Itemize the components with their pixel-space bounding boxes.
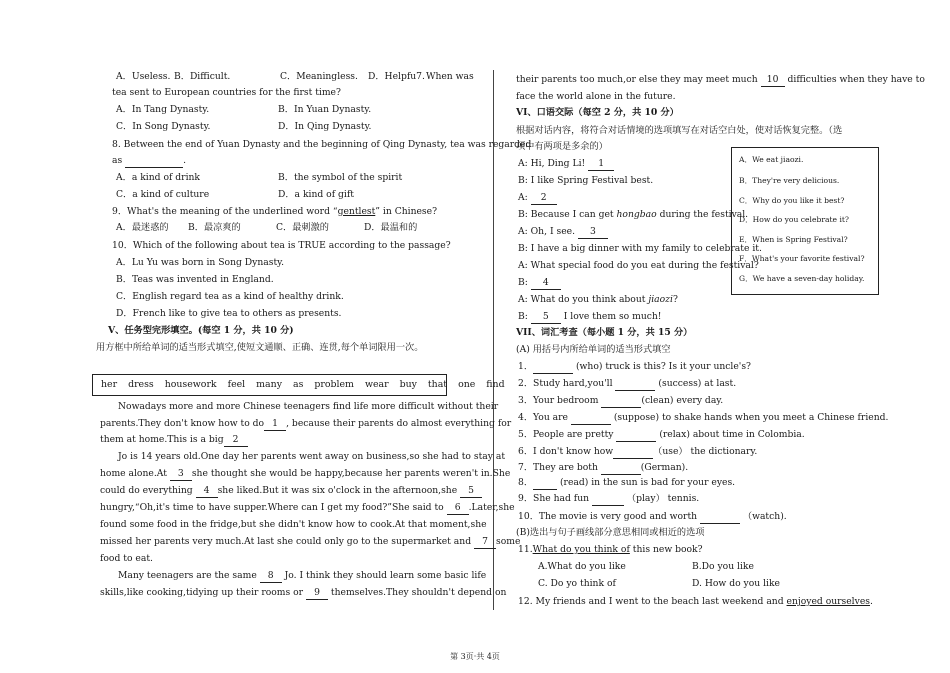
q9-stem: 9．What's the meaning of the underlined word “gentlest” in Chinese?	[112, 206, 438, 217]
dialog-option: D．How do you celebrate it?	[739, 215, 850, 224]
q9-option-c: C．最刺激的	[276, 222, 329, 233]
dialog-option: C．Why do you like it best?	[739, 196, 845, 205]
vocab-item: 8． (read) in the sun is bad for your eyes.	[518, 477, 736, 488]
dialog-option: E．When is Spring Festival?	[739, 235, 848, 244]
q8-option-c: C．a kind of culture	[116, 189, 210, 200]
passage-blank[interactable]: 1	[264, 418, 286, 431]
q10-option-c: C．English regard tea as a kind of healthy drink.	[116, 291, 344, 302]
vocab-blank[interactable]	[616, 429, 656, 442]
dialog-options-box	[731, 147, 879, 295]
passage-blank[interactable]: 3	[170, 468, 192, 481]
q10-option-d: D．French like to give tea to others as presents.	[116, 308, 342, 319]
vocab-item: 2．Study hard,you'll (success) at last.	[518, 378, 737, 389]
page-footer: 第 3页·共 4页	[450, 652, 500, 661]
section-6-instructions: 根据对话内容，将符合对话情境的选项填写在对话空白处，使对话恢复完整。（选	[516, 125, 843, 136]
passage-blank[interactable]: 8	[260, 570, 282, 583]
dialog-option: B．They're very delicious.	[739, 176, 840, 185]
vocab-item: 10．The movie is very good and worth （watch).	[518, 511, 787, 522]
word-box-item: housework	[164, 379, 217, 390]
word-box-item: that	[427, 379, 448, 390]
dialog-line: A: Oh, I see. 3	[518, 226, 608, 239]
word-box-item: feel	[227, 379, 246, 390]
q7-option-a: A．In Tang Dynasty.	[116, 104, 210, 115]
passage-blank[interactable]: 7	[474, 536, 496, 549]
dialog-blank[interactable]: 5	[531, 311, 561, 324]
word-box-item: many	[256, 379, 282, 390]
dialog-line: A: What do you think about jiaozi?	[518, 294, 678, 305]
vocab-blank[interactable]	[533, 477, 557, 490]
q8-stem-b: as .	[112, 155, 187, 166]
passage-blank[interactable]: 2	[224, 434, 248, 447]
dialog-line: B: Because I can get hongbao during the festival.	[518, 209, 749, 220]
q9-option-b: B．最凉爽的	[188, 222, 241, 233]
vocab-blank[interactable]	[615, 378, 655, 391]
word-box-item: dress	[128, 379, 154, 390]
dialog-blank[interactable]: 3	[578, 226, 608, 239]
section-6-title: VI、口语交际（每空 2 分，共 10 分）	[516, 107, 679, 118]
vocab-blank[interactable]	[533, 361, 573, 374]
dialog-line: B: I have a big dinner with my family to celebrate it.	[518, 243, 762, 254]
vocab-blank[interactable]	[601, 462, 641, 475]
dialog-option: A．We eat jiaozi.	[739, 155, 804, 164]
section-7a-instructions: (A) 用括号内所给单词的适当形式填空	[516, 344, 671, 355]
q7-stem: tea sent to European countries for the first time?	[112, 87, 341, 98]
q11-option-c: C. Do yo think of	[538, 578, 616, 589]
vocab-blank[interactable]	[592, 493, 624, 506]
q8-blank[interactable]	[125, 155, 183, 168]
passage-blank[interactable]: 10	[761, 74, 785, 87]
q11-option-d: D. How do you like	[692, 578, 780, 589]
q11-option-b: B.Do you like	[692, 561, 754, 572]
vocab-item: 4．You are (suppose) to shake hands when you meet a Chinese friend.	[518, 412, 889, 423]
q10-option-b: B．Teas was invented in England.	[116, 274, 274, 285]
word-box-item: as	[292, 379, 304, 390]
q8-stem: 8. Between the end of Yuan Dynasty and the beginning of Qing Dynasty, tea was regarded	[112, 139, 532, 150]
dialog-line: B: 5 I love them so much!	[518, 311, 662, 322]
underlined-word: gentlest	[337, 206, 376, 217]
word-box-item: problem	[314, 379, 354, 390]
vocab-item: 5．People are pretty (relax) about time in Colombia.	[518, 429, 805, 440]
q8-option-d: D．a kind of gift	[278, 189, 354, 200]
dialog-line: B: I like Spring Festival best.	[518, 175, 654, 186]
vocab-blank[interactable]	[613, 446, 653, 459]
section-5-instructions: 用方框中所给单词的适当形式填空,使短文通顺、正确、连贯,每个单词限用一次。	[96, 342, 424, 353]
section-7b-instructions: (B)选出与句子画线部分意思相同或相近的选项	[516, 527, 705, 538]
passage-blank[interactable]: 4	[196, 485, 218, 498]
q10-option-a: A．Lu Yu was born in Song Dynasty.	[116, 257, 285, 268]
vocab-item: 1． (who) truck is this? Is it your uncle's?	[518, 361, 751, 372]
passage-blank[interactable]: 6	[447, 502, 469, 515]
dialog-option: G．We have a seven-day holiday.	[739, 274, 865, 283]
q9-option-a: A．最迷惑的	[116, 222, 169, 233]
vocab-blank[interactable]	[571, 412, 611, 425]
dialog-blank[interactable]: 1	[588, 158, 614, 171]
dialog-blank[interactable]: 4	[531, 277, 561, 290]
dialog-line: A: What special food do you eat during the festival?	[518, 260, 759, 271]
q11-option-a: A.What do you like	[538, 561, 626, 572]
passage-blank[interactable]: 9	[306, 587, 328, 600]
q10-stem: 10．Which of the following about tea is TRUE according to the passage?	[112, 240, 451, 251]
dialog-blank[interactable]: 2	[531, 192, 557, 205]
word-box-item: find	[486, 379, 505, 390]
q11-stem: 11.What do you think of this new book?	[518, 544, 703, 555]
word-box-item: her	[101, 379, 118, 390]
q8-option-a: A．a kind of drink	[116, 172, 200, 183]
dialog-line: B: 4	[518, 277, 561, 290]
word-box-item: wear	[364, 379, 389, 390]
vocab-item: 6．I don't know how （use） the dictionary.	[518, 446, 758, 457]
vocab-item: 3．Your bedroom (clean) every day.	[518, 395, 724, 406]
q7-option-b: B．In Yuan Dynasty.	[278, 104, 372, 115]
word-box	[92, 374, 505, 396]
q6-options: A．Useless. B．Difficult. C．Meaningless. D．Helpfu7. When was	[116, 71, 474, 82]
dialog-line: A: 2	[518, 192, 557, 205]
vocab-blank[interactable]	[700, 511, 740, 524]
column-divider	[493, 70, 494, 610]
dialog-option: F．What's your favorite festival?	[739, 254, 865, 263]
q12-stem: 12. My friends and I went to the beach last weekend and enjoyed ourselves.	[518, 596, 873, 607]
vocab-item: 9．She had fun （play） tennis.	[518, 493, 700, 504]
section-5-title: V、任务型完形填空。(每空 1 分，共 10 分)	[108, 325, 294, 336]
q9-option-d: D．最温和的	[364, 222, 418, 233]
q7-option-c: C．In Song Dynasty.	[116, 121, 211, 132]
passage-blank[interactable]: 5	[460, 485, 482, 498]
vocab-blank[interactable]	[601, 395, 641, 408]
dialog-line: A: Hi, Ding Li! 1	[518, 158, 614, 171]
q8-option-b: B．the symbol of the spirit	[278, 172, 403, 183]
section-7-title: VII、词汇考查（每小题 1 分，共 15 分）	[516, 327, 693, 338]
vocab-item: 7．They are both (German).	[518, 462, 689, 473]
word-box-item: one	[458, 379, 476, 390]
q7-option-d: D．In Qing Dynasty.	[278, 121, 372, 132]
word-box-item: buy	[399, 379, 417, 390]
